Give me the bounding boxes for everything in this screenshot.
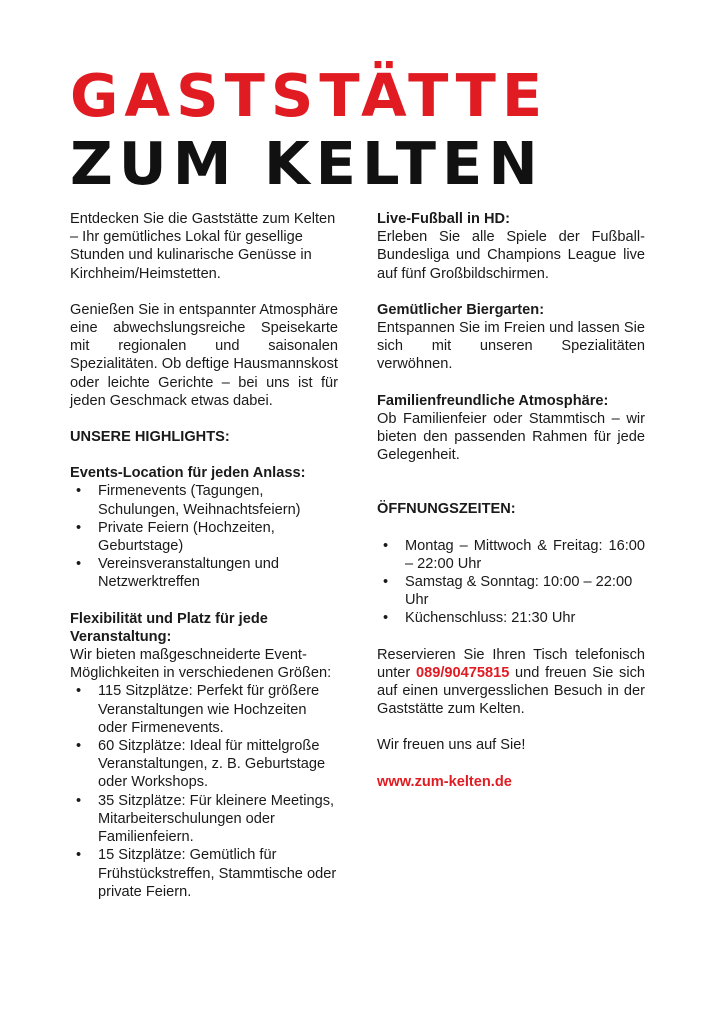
- list-item: • 35 Sitzplätze: Für kleinere Meetings, Mitarbeiterschulungen oder Familienfeiern.: [76, 792, 335, 846]
- flex-text: Wir bieten maßgeschneiderte Event-Möglichkeiten in verschiedenen Größen:: [70, 647, 332, 682]
- list-item: • Firmenevents (Tagungen, Schulungen, Weihnachtsfeiern): [76, 483, 301, 518]
- hours-list: [377, 537, 645, 628]
- highlights-heading: UNSERE HIGHLIGHTS:: [70, 429, 230, 446]
- phone-link[interactable]: 089/90475815: [415, 664, 510, 681]
- list-item: • Küchenschluss: 21:30 Uhr: [383, 610, 576, 627]
- list-item: • 60 Sitzplätze: Ideal für mittelgroße Veranstaltungen, z. B. Geburtstage oder Workshops.: [76, 738, 326, 791]
- list-item: • 115 Sitzplätze: Perfekt für größere Veranstaltungen wie Hochzeiten oder Firmenevents.: [76, 683, 320, 736]
- hours-heading: ÖFFNUNGSZEITEN:: [377, 501, 516, 518]
- events-heading: Events-Location für jeden Anlass:: [70, 465, 306, 482]
- list-item: • Samstag & Sonntag: 10:00 – 22:00 Uhr: [383, 574, 633, 609]
- list-item: • Vereinsveranstaltungen und Netzwerktreffen: [76, 556, 279, 591]
- page-title: [70, 62, 670, 198]
- closing-text: Wir freuen uns auf Sie!: [377, 737, 526, 754]
- bullet-icon: •: [76, 738, 82, 755]
- title-line-1: GASTSTÄTTE: [70, 61, 549, 130]
- list-item: • Private Feiern (Hochzeiten, Geburtstage): [76, 519, 275, 555]
- bullet-icon: •: [383, 537, 389, 554]
- garden-text: Entspannen Sie im Freien und lassen Sie sich mit unseren Spezialitäten verwöhnen.: [377, 320, 645, 373]
- bullet-icon: •: [76, 792, 82, 809]
- bullet-icon: •: [76, 683, 82, 700]
- bullet-icon: •: [76, 519, 82, 536]
- website-link[interactable]: www.zum-kelten.de: [377, 773, 512, 790]
- events-list: [70, 482, 338, 591]
- right-column: [377, 210, 645, 791]
- bullet-icon: •: [76, 847, 82, 864]
- list-item: • 15 Sitzplätze: Gemütlich für Frühstückstreffen, Stammtische oder private Feiern.: [76, 847, 337, 900]
- football-heading: Live-Fußball in HD:: [377, 211, 510, 227]
- football-text: Erleben Sie alle Spiele der Fußball-Bundesliga und Champions League live auf fünf Großbildschirmen.: [377, 229, 645, 282]
- title-line-2: ZUM KELTEN: [70, 129, 544, 198]
- garden-heading: Gemütlicher Biergarten:: [377, 301, 545, 318]
- intro-paragraph-2: Genießen Sie in entspannter Atmosphäre eine abwechslungsreiche Speisekarte mit regionalen und saisonalen Spezialitäten. Ob deftige Hausmannskost oder leichte Gerichte – bei uns ist für jeden Geschmack etwas dabei.: [70, 301, 338, 409]
- capacity-list: [70, 682, 338, 900]
- bullet-icon: •: [383, 574, 389, 591]
- left-column: [70, 210, 338, 901]
- flex-heading: Flexibilität und Platz für jede Veranstaltung:: [70, 610, 268, 645]
- bullet-icon: •: [383, 610, 389, 627]
- bullet-icon: •: [76, 556, 82, 573]
- reservation-text: Reservieren Sie Ihren Tisch telefonisch unter 089/90475815 und freuen Sie sich auf einen unvergesslichen Besuch in der Gaststätte zum Kelten.: [377, 646, 645, 718]
- bullet-icon: •: [76, 483, 82, 500]
- intro-paragraph-1: Entdecken Sie die Gaststätte zum Kelten – Ihr gemütliches Lokal für gesellige Stunden und kulinarische Genüsse in Kirchheim/Heimstetten.: [70, 211, 336, 282]
- family-heading: Familienfreundliche Atmosphäre:: [377, 392, 609, 409]
- list-item: • Montag – Mittwoch & Freitag: 16:00 – 22:00 Uhr: [383, 537, 645, 572]
- family-text: Ob Familienfeier oder Stammtisch – wir bieten den passenden Rahmen für jede Gelegenheit.: [377, 410, 645, 464]
